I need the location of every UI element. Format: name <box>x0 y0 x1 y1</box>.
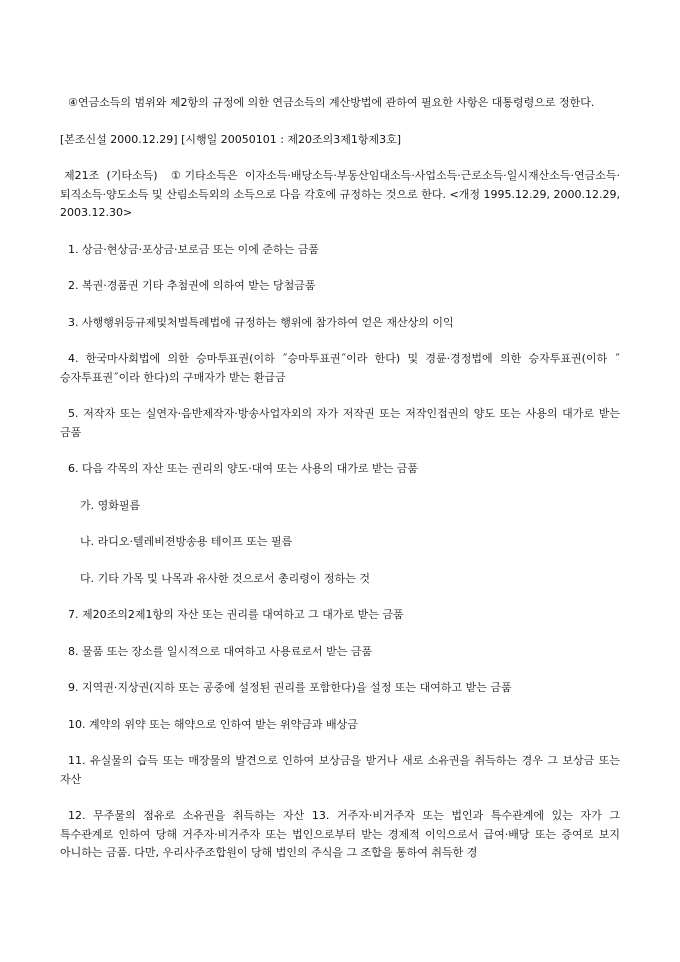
list-item: 7. 제20조의2제1항의 자산 또는 권리를 대여하고 그 대가로 받는 금품 <box>68 608 404 621</box>
note-effective-date: [시행일 20050101 : 제20조의3제1항제3호] <box>181 132 402 146</box>
list-item: 3. 사행행위등규제및처벌특례법에 규정하는 행위에 참가하여 얻은 재산상의 이익 <box>68 315 454 329</box>
list-item: 9. 지역권·지상권(지하 또는 공중에 설정된 권리를 포함한다)을 설정 또는 대여하고 받는 금품 <box>68 681 512 694</box>
list-item: 2. 복권·경품권 기타 추첨권에 의하여 받는 당첨금품 <box>68 279 316 292</box>
list-item: 10. 계약의 위약 또는 해약으로 인하여 받는 위약금과 배상금 <box>68 717 358 731</box>
article20-3-clause4: ④연금소득의 범위와 제2항의 규정에 의한 연금소득의 계산방법에 관하여 필요한 사항은 대통령령으로 정한다. <box>68 96 595 109</box>
article21-amendment: <개정 1995.12.29, 2000.12.29, 2003.12.30> <box>60 187 621 219</box>
sub-list-item: 나. 라디오·텔레비젼방송용 테이프 또는 필름 <box>80 535 293 548</box>
list-item: 8. 물품 또는 장소를 일시적으로 대여하고 사용료로서 받는 금품 <box>68 644 373 658</box>
article21-clause1-text: ①기타소득은 이자소득·배당소득·부동산임대소득·사업소득·근로소득·일시재산소득·연금소득·퇴직소득·양도소득 및 산림소득외의 소득으로 다음 각호에 규정하는 것으로 한다. <box>60 169 620 201</box>
sub-list-item: 가. 영화필름 <box>80 498 141 512</box>
note-new-provision: [본조신설 2000.12.29] <box>60 132 178 146</box>
list-item: 5. 저작자 또는 실연자·음반제작자·방송사업자외의 자가 저작권 또는 저작인접권의 양도 또는 사용의 대가로 받는 금품 <box>60 407 620 439</box>
document-page <box>60 94 620 881</box>
list-item: 12. 무주물의 점유로 소유권을 취득하는 자산 13. 거주자·비거주자 또는 법인과 특수관계에 있는 자가 그 특수관계로 인하여 당해 거주자·비거주자 또는 법인으로부터 받는 경제적 이익으로서 급여·배당 또는 증여로 보지 아니하는 금품. 다만, 우리사주조합원이 당해 법인의 주식을 그 조합을 통하여 취득한 경 <box>60 809 620 859</box>
sub-list-item: 다. 기타 가목 및 나목과 유사한 것으로서 총리령이 정하는 것 <box>80 571 370 585</box>
article20-3-note <box>60 131 620 150</box>
article21-heading: 제21조 (기타소득) <box>64 169 158 182</box>
article21-clause1 <box>60 167 620 223</box>
list-item: 4. 한국마사회법에 의한 승마투표권(이하 ˝승마투표권˝이라 한다) 및 경륜·경정법에 의한 승자투표권(이하 ˝승자투표권˝이라 한다)의 구매자가 받는 환급금 <box>60 352 620 384</box>
list-item: 1. 상금·현상금·포상금·보로금 또는 이에 준하는 금품 <box>68 242 319 256</box>
list-item: 6. 다음 각목의 자산 또는 권리의 양도·대여 또는 사용의 대가로 받는 금품 <box>68 462 418 475</box>
list-item: 11. 유실물의 습득 또는 매장물의 발견으로 인하여 보상금을 받거나 새로 소유권을 취득하는 경우 그 보상금 또는 자산 <box>60 754 620 786</box>
